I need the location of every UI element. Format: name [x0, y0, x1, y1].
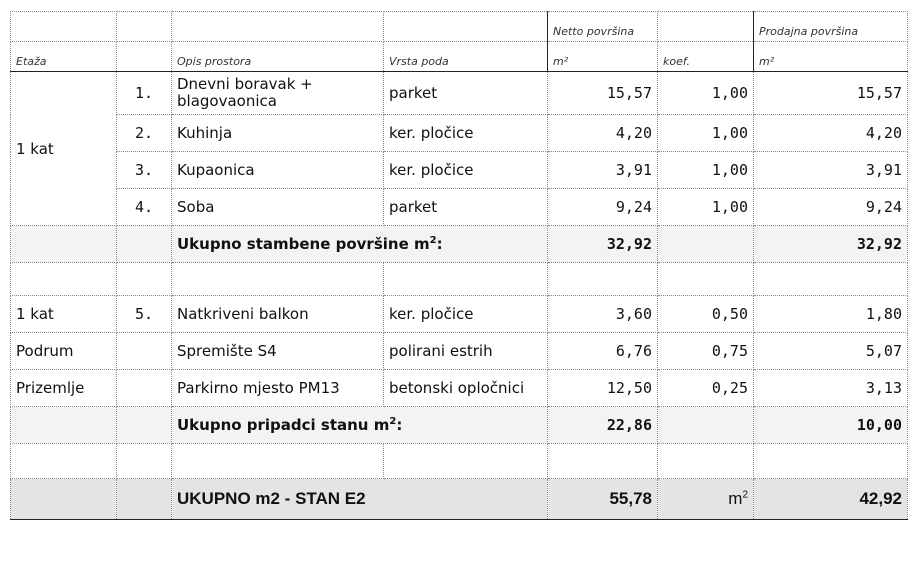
row-number	[117, 333, 172, 370]
koef-value: 1,00	[658, 152, 754, 189]
table-row	[11, 152, 908, 189]
grand-total-unit-text: m	[728, 489, 743, 508]
spacer-row	[11, 444, 908, 479]
room-name: Dnevni boravak + blagovaonica	[172, 72, 384, 115]
subtotal-row-appurtenances	[11, 407, 908, 444]
subtotal-label-suffix: :	[436, 235, 443, 253]
subtotal-label	[172, 226, 548, 263]
table-row	[11, 72, 908, 115]
prodajna-value: 9,24	[754, 189, 908, 226]
header-prodajna-unit: m²	[754, 42, 908, 72]
row-number: 5.	[117, 296, 172, 333]
prodajna-value: 3,13	[754, 370, 908, 407]
netto-value: 6,76	[548, 333, 658, 370]
subtotal-label-text: Ukupno stambene površine m	[177, 235, 430, 253]
grand-total-unit-sup: 2	[742, 489, 748, 501]
table-row	[11, 189, 908, 226]
koef-value: 1,00	[658, 72, 754, 115]
grand-total-row	[11, 479, 908, 520]
prodajna-value: 3,91	[754, 152, 908, 189]
room-name: Spremište S4	[172, 333, 384, 370]
subtotal-netto: 22,86	[548, 407, 658, 444]
room-name: Kuhinja	[172, 115, 384, 152]
koef-value: 0,50	[658, 296, 754, 333]
row-number: 2.	[117, 115, 172, 152]
header-prodajna: Prodajna površina	[754, 12, 908, 42]
table-row	[11, 296, 908, 333]
netto-value: 9,24	[548, 189, 658, 226]
grand-total-unit	[658, 479, 754, 520]
floor-type: ker. pločice	[384, 296, 548, 333]
koef-value: 1,00	[658, 189, 754, 226]
subtotal-label	[172, 407, 548, 444]
prodajna-value: 5,07	[754, 333, 908, 370]
row-number: 4.	[117, 189, 172, 226]
netto-value: 3,60	[548, 296, 658, 333]
floor-type: parket	[384, 72, 548, 115]
etaza-cell: 1 kat	[11, 72, 117, 226]
etaza-cell: Podrum	[11, 333, 117, 370]
netto-value: 4,20	[548, 115, 658, 152]
floor-type: ker. pločice	[384, 152, 548, 189]
grand-total-prodajna: 42,92	[754, 479, 908, 520]
room-name: Kupaonica	[172, 152, 384, 189]
header-koef: koef.	[658, 42, 754, 72]
subtotal-label-sup: 2	[429, 235, 437, 246]
subtotal-row-living	[11, 226, 908, 263]
table-row	[11, 333, 908, 370]
subtotal-netto: 32,92	[548, 226, 658, 263]
header-etaza: Etaža	[11, 42, 117, 72]
row-number: 1.	[117, 72, 172, 115]
floor-type: parket	[384, 189, 548, 226]
prodajna-value: 4,20	[754, 115, 908, 152]
grand-total-label: UKUPNO m2 - STAN E2	[172, 479, 548, 520]
koef-value: 1,00	[658, 115, 754, 152]
header-opis: Opis prostora	[172, 42, 384, 72]
header-netto: Netto površina	[548, 12, 658, 42]
grand-total-netto: 55,78	[548, 479, 658, 520]
floor-type: polirani estrih	[384, 333, 548, 370]
header-netto-unit: m²	[548, 42, 658, 72]
subtotal-prodajna: 32,92	[754, 226, 908, 263]
room-name: Soba	[172, 189, 384, 226]
etaza-cell: 1 kat	[11, 296, 117, 333]
table-row	[11, 115, 908, 152]
subtotal-label-sup: 2	[389, 416, 397, 427]
netto-value: 15,57	[548, 72, 658, 115]
room-name: Natkriveni balkon	[172, 296, 384, 333]
row-number: 3.	[117, 152, 172, 189]
subtotal-prodajna: 10,00	[754, 407, 908, 444]
room-name: Parkirno mjesto PM13	[172, 370, 384, 407]
area-table	[10, 11, 908, 520]
table-row	[11, 370, 908, 407]
netto-value: 12,50	[548, 370, 658, 407]
floor-type: ker. pločice	[384, 115, 548, 152]
etaza-cell: Prizemlje	[11, 370, 117, 407]
subtotal-label-suffix: :	[396, 416, 403, 434]
floor-type: betonski opločnici	[384, 370, 548, 407]
area-table-sheet	[10, 11, 908, 520]
prodajna-value: 1,80	[754, 296, 908, 333]
row-number	[117, 370, 172, 407]
header-row-1	[11, 12, 908, 42]
header-row-2	[11, 42, 908, 72]
prodajna-value: 15,57	[754, 72, 908, 115]
netto-value: 3,91	[548, 152, 658, 189]
koef-value: 0,25	[658, 370, 754, 407]
subtotal-label-text: Ukupno pripadci stanu m	[177, 416, 390, 434]
header-vrsta: Vrsta poda	[384, 42, 548, 72]
spacer-row	[11, 263, 908, 296]
koef-value: 0,75	[658, 333, 754, 370]
